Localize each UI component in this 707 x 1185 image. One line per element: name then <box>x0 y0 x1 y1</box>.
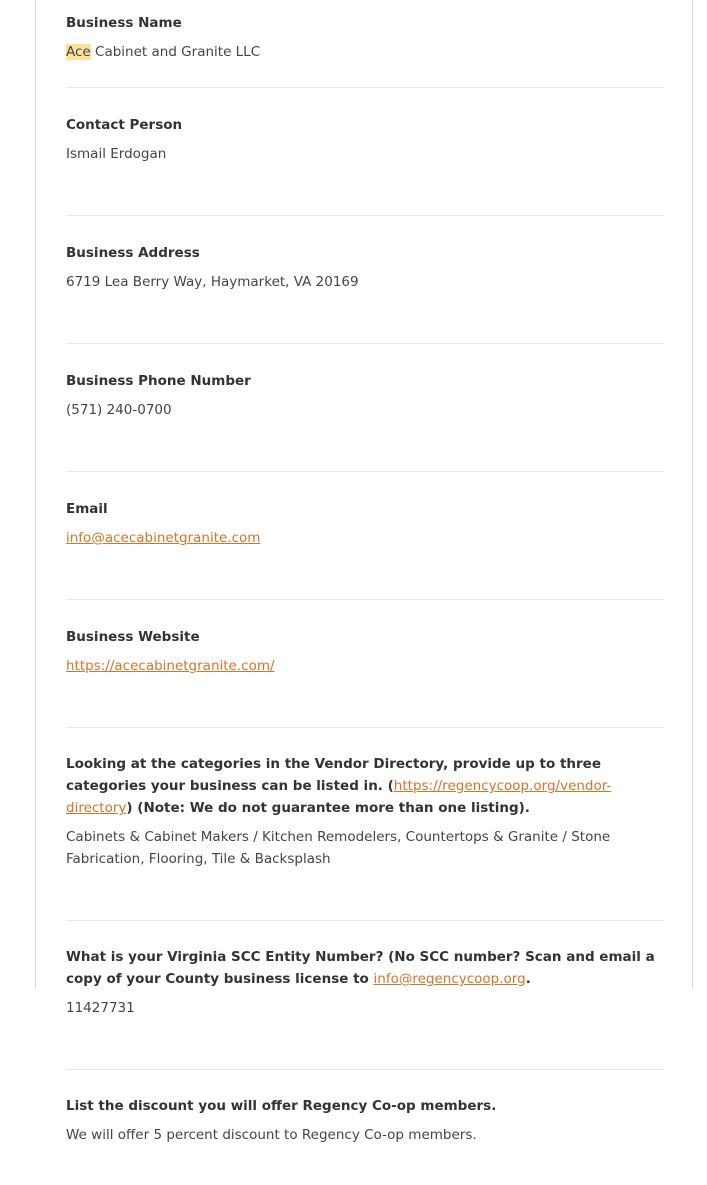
field-vendor-categories <box>66 753 664 921</box>
field-label: Business Address <box>66 245 200 261</box>
field-value <box>66 527 664 549</box>
field-business-address <box>66 242 664 344</box>
field-value: 11427731 <box>66 1000 135 1016</box>
field-label-text: What is your Virginia SCC Entity Number? (No SCC number? Scan and email a copy of your County business license to <box>66 949 655 987</box>
field-label: Business Website <box>66 629 200 645</box>
email-link[interactable]: info@acecabinetgranite.com <box>66 530 261 546</box>
field-value: Cabinets & Cabinet Makers / Kitchen Remodelers, Countertops & Granite / Stone Fabrication, Flooring, Tile & Backsplash <box>66 829 611 867</box>
field-email <box>66 498 664 600</box>
search-highlight: Ace <box>66 44 91 60</box>
field-business-phone <box>66 370 664 472</box>
form-entry-details <box>66 12 664 1185</box>
field-label: Contact Person <box>66 117 183 133</box>
field-scc-entity-number <box>66 946 664 1070</box>
field-label <box>66 946 664 990</box>
field-label: List the discount you will offer Regency Co-op members. <box>66 1098 497 1114</box>
field-value: (571) 240-0700 <box>66 402 172 418</box>
field-label-text: ) (Note: We do not guarantee more than one listing). <box>126 800 530 816</box>
field-value: We will offer 5 percent discount to Regency Co-op members. <box>66 1127 477 1143</box>
field-value <box>66 655 664 677</box>
field-label: Business Name <box>66 15 182 31</box>
vendor-directory-link[interactable]: https://regencycoop.org/vendor-directory <box>66 778 612 816</box>
field-contact-person <box>66 114 664 216</box>
field-member-discount <box>66 1095 664 1185</box>
field-business-name <box>66 12 664 88</box>
field-label: Email <box>66 501 108 517</box>
field-business-website <box>66 626 664 728</box>
field-label-text: Looking at the categories in the Vendor Directory, provide up to three categories your business can be listed in. ( <box>66 756 601 794</box>
website-link[interactable]: https://acecabinetgranite.com/ <box>66 658 275 674</box>
field-label <box>66 753 664 819</box>
regency-email-link[interactable]: info@regencycoop.org <box>373 971 526 987</box>
field-label-text: . <box>525 971 531 987</box>
field-value <box>66 41 664 63</box>
field-value: Ismail Erdogan <box>66 146 167 162</box>
field-value: 6719 Lea Berry Way, Haymarket, VA 20169 <box>66 274 359 290</box>
field-label: Business Phone Number <box>66 373 251 389</box>
field-value-text: Cabinet and Granite LLC <box>90 44 261 60</box>
